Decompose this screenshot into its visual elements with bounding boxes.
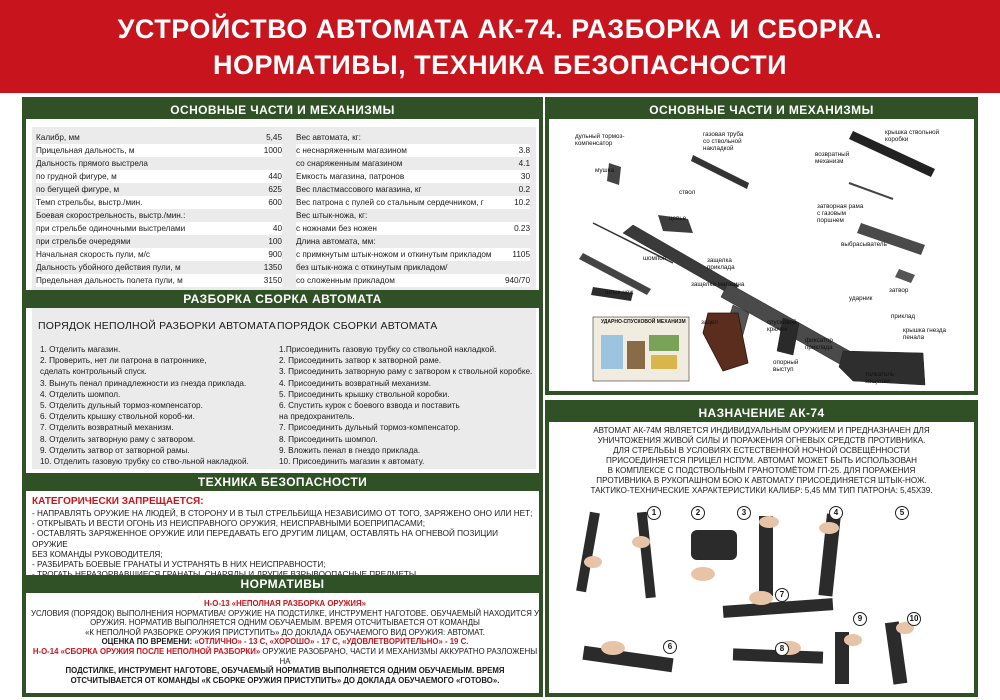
label-barrel: ствол	[679, 189, 696, 196]
left-panel	[22, 97, 543, 697]
label-cover: крышка ствольной коробки	[885, 129, 940, 143]
label-front-sight: мушка	[595, 167, 614, 174]
spec-label: Вес патрона с пулей со стальным сердечником, г	[296, 198, 484, 207]
safety-item: - РАЗБИРАТЬ БОЕВЫЕ ГРАНАТЫ И УСТРАНЯТЬ В НИХ НЕИСПРАВНОСТИ;	[32, 560, 326, 570]
assembly-heading: ПОРЯДОК СБОРКИ АВТОМАТА	[277, 320, 438, 332]
spec-row	[296, 131, 530, 144]
spec-label: Вес штык-ножа, кг:	[296, 211, 368, 220]
assembly-step: на предохранитель.	[279, 412, 355, 422]
spec-label: Боевая скорострельность, выстр./мин.:	[36, 211, 186, 220]
disassembly-step: 8. Отделить затворную раму с затвором.	[40, 434, 196, 444]
step3-hand	[691, 567, 715, 581]
recoil-spring-shape	[849, 183, 893, 199]
step6-hand	[601, 641, 625, 655]
disassembly-step: 4. Отделить шомпол.	[40, 389, 121, 399]
disassembly-step: 9. Отделить затвор от затворной рамы.	[40, 445, 190, 455]
spec-label: Дальность прямого выстрела	[36, 159, 148, 168]
step4-hand	[759, 516, 779, 528]
label-bayonet: штык-нож	[605, 289, 634, 296]
spec-label: со снаряженным магазином	[296, 159, 403, 168]
spec-value: 100	[268, 237, 282, 246]
safety-warning: КАТЕГОРИЧЕСКИ ЗАПРЕЩАЕТСЯ:	[32, 496, 204, 507]
purpose-line: ПРОТИВНИКА В РУКОПАШНОМ БОЮ К АВТОМАТУ ПРИСОЕДИНЯЕТСЯ ШТЫК-НОЖ.	[596, 476, 927, 485]
spec-value: 0.2	[518, 185, 530, 194]
norm1-grades	[30, 637, 540, 647]
spec-value: 3.8	[518, 146, 530, 155]
steps-illustration	[553, 502, 970, 690]
bolt-shape	[895, 269, 915, 283]
norm2-body	[30, 666, 540, 685]
assembly-step: 7. Присоединить дульный тормоз-компенсатор.	[279, 423, 461, 433]
spec-row	[296, 222, 530, 235]
spec-row	[296, 157, 530, 170]
norm1-line: УСЛОВИЯ (ПОРЯДОК) ВЫПОЛНЕНИЯ НОРМАТИВА! ОРУЖИЕ НА ПОДСТИЛКЕ, ИНСТРУМЕНТ НАГОТОВЕ. ОБУЧАЕМЫЙ НАХОДИТСЯ У	[31, 608, 539, 618]
step-number-7: 7	[775, 588, 789, 602]
inset-part-yellow	[651, 355, 677, 369]
disassembly-step: 6. Отделить крышку ствольной короб-ки.	[40, 412, 195, 422]
spec-row	[36, 157, 282, 170]
spec-row	[296, 248, 530, 261]
step-number-8: 8	[775, 642, 789, 656]
inset-part-brown	[627, 341, 645, 369]
page-title-line1: УСТРОЙСТВО АВТОМАТА АК-74. РАЗБОРКА И СБОРКА.	[117, 14, 883, 44]
label-pencil-cover: крышка гнезда пенала	[903, 327, 947, 341]
assembly-step: 3. Присоединить затворную раму с затвором к ствольной коробке.	[279, 367, 533, 377]
assembly-step: 10. Присоединить магазин к автомату.	[279, 457, 425, 467]
spec-value: 1000	[263, 146, 282, 155]
disassembly-step: 7. Отделить возвратный механизм.	[40, 423, 174, 433]
assembly-step: 1.Присоединить газовую трубку со ствольной накладкой.	[279, 345, 497, 354]
spec-value: 3150	[263, 276, 282, 285]
ak74-exploded-diagram	[553, 123, 970, 389]
disassembly-step: сделать контрольный спуск.	[40, 367, 147, 377]
specs-left-column	[36, 131, 282, 287]
step-number-4: 4	[829, 506, 843, 520]
safety-item: - ОСТАВЛЯТЬ ЗАРЯЖЕННОЕ ОРУЖИЕ ИЛИ ПЕРЕДАВАТЬ ЕГО ДРУГИМ ЛИЦАМ, ОСТАВЛЯТЬ НА ОГНЕВОЙ ПОЗИЦИИ ОРУЖИЕ	[32, 529, 499, 549]
spec-label: по грудной фигуре, м	[36, 172, 117, 181]
label-safety: зацеп	[701, 319, 718, 326]
parts-diagram-panel	[545, 97, 978, 395]
page-header	[0, 0, 1000, 93]
assembly-step: 6. Спустить курок с боевого взвода и поставить	[279, 401, 460, 411]
spec-value: 440	[268, 172, 282, 181]
spec-value: 600	[268, 198, 282, 207]
step2-hand	[632, 536, 650, 548]
norm2-line: ОТСЧИТЫВАЕТСЯ ОТ КОМАНДЫ «К СБОРКЕ ОРУЖИЯ ПРИСТУПИТЬ» ДО ДОКЛАДА ОБУЧАЕМОГО «ГОТОВО».	[70, 675, 500, 685]
purpose-line: ТАКТИКО-ТЕХНИЧЕСКИЕ ХАРАКТЕРИСТИКИ КАЛИБР: 5,45 ММ ТИП ПАТРОНА: 5,45Х39.	[590, 486, 933, 495]
assembly-procedures	[32, 311, 536, 469]
norm2-first-line	[30, 647, 540, 666]
spec-value: 4.1	[518, 159, 530, 168]
norm1-grades-prefix: ОЦЕНКА ПО ВРЕМЕНИ:	[101, 637, 195, 647]
spec-label: при стрельбе одиночными выстрелами	[36, 224, 186, 233]
label-recoil: возвратный механизм	[815, 151, 850, 165]
step6-rifle	[582, 646, 673, 672]
norm1-line: «К НЕПОЛНОЙ РАЗБОРКЕ ОРУЖИЯ ПРИСТУПИТЬ» ДО ДОКЛАДА ОБУЧАЕМОГО ВИД ОРУЖИЯ: АВТОМАТ.	[85, 627, 485, 637]
safety-item: - ОТКРЫВАТЬ И ВЕСТИ ОГОНЬ ИЗ НЕИСПРАВНОГО ОРУЖИЯ, НЕИСПРАВНЫМИ БОЕПРИПАСАМИ;	[32, 519, 426, 529]
norms-text	[30, 599, 540, 685]
carrier-shape	[857, 223, 925, 255]
disassembly-step: 5. Отделить дульный тормоз-компенсатор.	[40, 401, 203, 411]
spec-label: с примкнутым штык-ножом и откинутым прикладом	[296, 250, 492, 259]
parts-section-title: ОСНОВНЫЕ ЧАСТИ И МЕХАНИЗМЫ	[26, 101, 539, 119]
label-ejector: выбрасыватель	[841, 241, 887, 248]
spec-label: Калибр, мм	[36, 133, 80, 142]
label-hammer: ударник	[849, 295, 873, 302]
spec-row	[36, 274, 282, 287]
spec-value: 10.2	[514, 198, 530, 207]
specs-right-column	[296, 131, 530, 287]
norm1-line: ОРУЖИЯ. НОРМАТИВ ВЫПОЛНЯЕТСЯ ОДНИМ ОБУЧАЕМЫМ. ВРЕМЯ ОТСЧИТЫВАЕТСЯ ОТ КОМАНДЫ	[90, 618, 480, 628]
spec-label: при стрельбе очередями	[36, 237, 131, 246]
assembly-step: 2. Присоединить затвор к затворной раме.	[279, 356, 442, 366]
spec-row	[296, 235, 530, 248]
spec-row	[296, 196, 530, 209]
label-muzzle: дульный тормоз- компенсатор	[575, 133, 625, 147]
step-number-6: 6	[663, 640, 677, 654]
label-bolt: затвор	[889, 287, 909, 294]
assembly-step: 9. Вложить пенал в гнездо приклада.	[279, 445, 421, 455]
spec-row	[36, 170, 282, 183]
spec-row	[296, 183, 530, 196]
step7-hand	[749, 591, 773, 605]
spec-label: с неснаряженным магазином	[296, 146, 407, 155]
spec-value: 5,45	[266, 133, 282, 142]
spec-label: Начальная скорость пули, м/с	[36, 250, 150, 259]
purpose-line: ПРИСОЕДИНЯЕТСЯ ПРИЦЕЛ НСПУМ. АВТОМАТ МОЖЕТ БЫТЬ ИСПОЛЬЗОВАН	[606, 456, 917, 465]
purpose-title: НАЗНАЧЕНИЕ АК-74	[549, 404, 974, 422]
step-number-3: 3	[737, 506, 751, 520]
gas-tube-shape	[691, 155, 749, 189]
spec-label: Длина автомата, мм:	[296, 237, 376, 246]
spec-row	[36, 261, 282, 274]
label-inset: УДАРНО-СПУСКОВОЙ МЕХАНИЗМ	[601, 319, 686, 325]
step1-hand	[584, 556, 602, 568]
label-reciever: защелка приклада	[707, 257, 735, 271]
safety-section-title: ТЕХНИКА БЕЗОПАСНОСТИ	[26, 473, 539, 491]
spec-row	[36, 209, 282, 222]
spec-row	[296, 144, 530, 157]
purpose-line: ДЛЯ СТРЕЛЬБЫ В УСЛОВИЯХ ЕСТЕСТВЕННОЙ НОЧНОЙ ОСВЕЩЁННОСТИ	[613, 446, 910, 455]
spec-row	[296, 274, 530, 287]
spec-row	[296, 170, 530, 183]
label-carrier: затворная рама с газовым поршнем	[817, 203, 864, 224]
spec-row	[36, 131, 282, 144]
inset-part-blue	[601, 335, 623, 369]
label-support: опорный выступ	[773, 359, 799, 373]
safety-item: - НАПРАВЛЯТЬ ОРУЖИЕ НА ЛЮДЕЙ, В СТОРОНУ И В ТЫЛ СТРЕЛЬБИЩА НЕЗАВИСИМО ОТ ТОГО, ЗАРЯЖЕНО ОНО ИЛИ НЕТ;	[32, 509, 533, 518]
norm2-title: Н-О-14 «СБОРКА ОРУЖИЯ ПОСЛЕ НЕПОЛНОЙ РАЗБОРКИ»	[32, 646, 261, 656]
step2-rifle	[637, 512, 656, 599]
spec-label: Емкость магазина, патронов	[296, 172, 405, 181]
assembly-step: 8. Присоединить шомпол.	[279, 434, 378, 444]
spec-label: Предельная дальность полета пули, м	[36, 276, 183, 285]
page-title-line2: НОРМАТИВЫ, ТЕХНИКА БЕЗОПАСНОСТИ	[213, 50, 787, 80]
spec-value: 40	[272, 224, 282, 233]
spec-label: со сложенным прикладом	[296, 276, 395, 285]
spec-value: 0.23	[514, 224, 530, 233]
assembly-step: 4. Присоединить возвратный механизм.	[279, 378, 432, 388]
disassembly-heading: ПОРЯДОК НЕПОЛНОЙ РАЗБОРКИ АВТОМАТА	[38, 320, 276, 332]
purpose-panel	[545, 400, 978, 697]
label-gas-tube: газовая труба со ствольной накладкой	[703, 131, 744, 152]
norm2-text-first: ОРУЖИЕ РАЗОБРАНО, ЧАСТИ И МЕХАНИЗМЫ АККУРАТНО РАЗЛОЖЕНЫ НА	[260, 646, 538, 666]
step1-rifle	[576, 512, 600, 593]
safety-rules	[32, 496, 536, 570]
step9-hand	[844, 634, 862, 646]
spec-row	[36, 248, 282, 261]
disassembly-step: 2. Проверить, нет ли патрона в патроннике,	[40, 356, 207, 366]
step-number-9: 9	[853, 612, 867, 626]
disassembly-step: 10. Отделить газовую трубку со ство-льной накладкой.	[40, 457, 249, 467]
step5-hand	[819, 522, 839, 534]
label-fixer: фиксатор приклада	[805, 337, 833, 351]
spec-label: Вес пластмассового магазина, кг	[296, 185, 422, 194]
spec-label: Вес автомата, кг:	[296, 133, 361, 142]
disassembly-photo-steps	[553, 502, 970, 690]
disassembly-list	[40, 344, 249, 467]
label-trigger: спусковой крючок	[767, 319, 797, 333]
spec-value: 900	[268, 250, 282, 259]
step-number-1: 1	[647, 506, 661, 520]
step4-rifle	[759, 516, 773, 596]
safety-item: БЕЗ КОМАНДЫ РУКОВОДИТЕЛЯ;	[32, 549, 163, 559]
spec-row	[296, 209, 530, 222]
spec-row	[36, 196, 282, 209]
label-rod: шомпол	[643, 255, 667, 262]
step-number-10: 10	[907, 612, 921, 626]
purpose-text	[557, 426, 966, 496]
assembly-step: 5. Присоединить крышку ствольной коробки.	[279, 389, 450, 399]
norm1-body	[30, 609, 540, 638]
step-number-2: 2	[691, 506, 705, 520]
label-mag-latch: защелка магазина	[691, 281, 745, 288]
step3-part	[691, 530, 737, 560]
spec-row	[36, 235, 282, 248]
norm1-grades-values: «ОТЛИЧНО» - 13 С, «ХОРОШО» - 17 С, «УДОВЛЕТВОРИТЕЛЬНО» - 19 С.	[194, 637, 469, 647]
assembly-list	[279, 344, 532, 467]
spec-row	[296, 261, 530, 274]
spec-label: Прицельная дальность, м	[36, 146, 135, 155]
label-pusher: толкатель защелки	[865, 371, 895, 385]
spec-value: 625	[268, 185, 282, 194]
label-stock: приклад	[891, 313, 916, 320]
norm2-line: ПОДСТИЛКЕ, ИНСТРУМЕНТ НАГОТОВЕ, ОБУЧАЕМЫЙ НОРМАТИВ ВЫПОЛНЯЕТСЯ ОДНИМ ОБУЧАЕМЫМ. ВРЕМЯ	[65, 666, 505, 676]
assembly-section-title: РАЗБОРКА СБОРКА АВТОМАТА	[26, 290, 539, 308]
rifle-parts-illustration	[553, 123, 970, 389]
norms-section-title: НОРМАТИВЫ	[26, 575, 539, 593]
spec-value: 940/70	[504, 276, 530, 285]
inset-part-green	[649, 335, 679, 351]
spec-label: Темп стрельбы, выстр./мин.	[36, 198, 143, 207]
spec-label: Дальность убойного действия пули, м	[36, 263, 181, 272]
purpose-line: В КОМПЛЕКСЕ С ПОДСТВОЛЬНЫМ ГРАНОТОМЁТОМ ГП-25. ДЛЯ ПОРАЖЕНИЯ	[607, 466, 916, 475]
step-number-5: 5	[895, 506, 909, 520]
diagram-title: ОСНОВНЫЕ ЧАСТИ И МЕХАНИЗМЫ	[549, 101, 974, 119]
spec-value: 1105	[512, 250, 530, 259]
purpose-line: УНИЧТОЖЕНИЯ ЖИВОЙ СИЛЫ И ПОРАЖЕНИЯ ОГНЕВЫХ СРЕДСТВ ПРОТИВНИКА.	[597, 436, 926, 445]
spec-row	[36, 222, 282, 235]
disassembly-step: 3. Вынуть пенал принадлежности из гнезда приклада.	[40, 378, 247, 388]
disassembly-step: 1. Отделить магазин.	[40, 345, 121, 354]
safety-list	[32, 509, 536, 580]
spec-label: по бегущей фигуре, м	[36, 185, 120, 194]
spec-label: с ножнами без ножен	[296, 224, 377, 233]
spec-row	[36, 183, 282, 196]
spec-value: 30	[520, 172, 530, 181]
norm1-title: Н-О-13 «НЕПОЛНАЯ РАЗБОРКА ОРУЖИЯ»	[204, 599, 366, 608]
spec-label: без штык-ножа с откинутым прикладом/	[296, 263, 448, 272]
spec-value: 1350	[263, 263, 282, 272]
label-handguard: цевье	[669, 215, 687, 222]
purpose-line: АВТОМАТ АК-74М ЯВЛЯЕТСЯ ИНДИВИДУАЛЬНЫМ ОРУЖИЕМ И ПРЕДНАЗНАЧЕН ДЛЯ	[593, 426, 930, 435]
spec-row	[36, 144, 282, 157]
